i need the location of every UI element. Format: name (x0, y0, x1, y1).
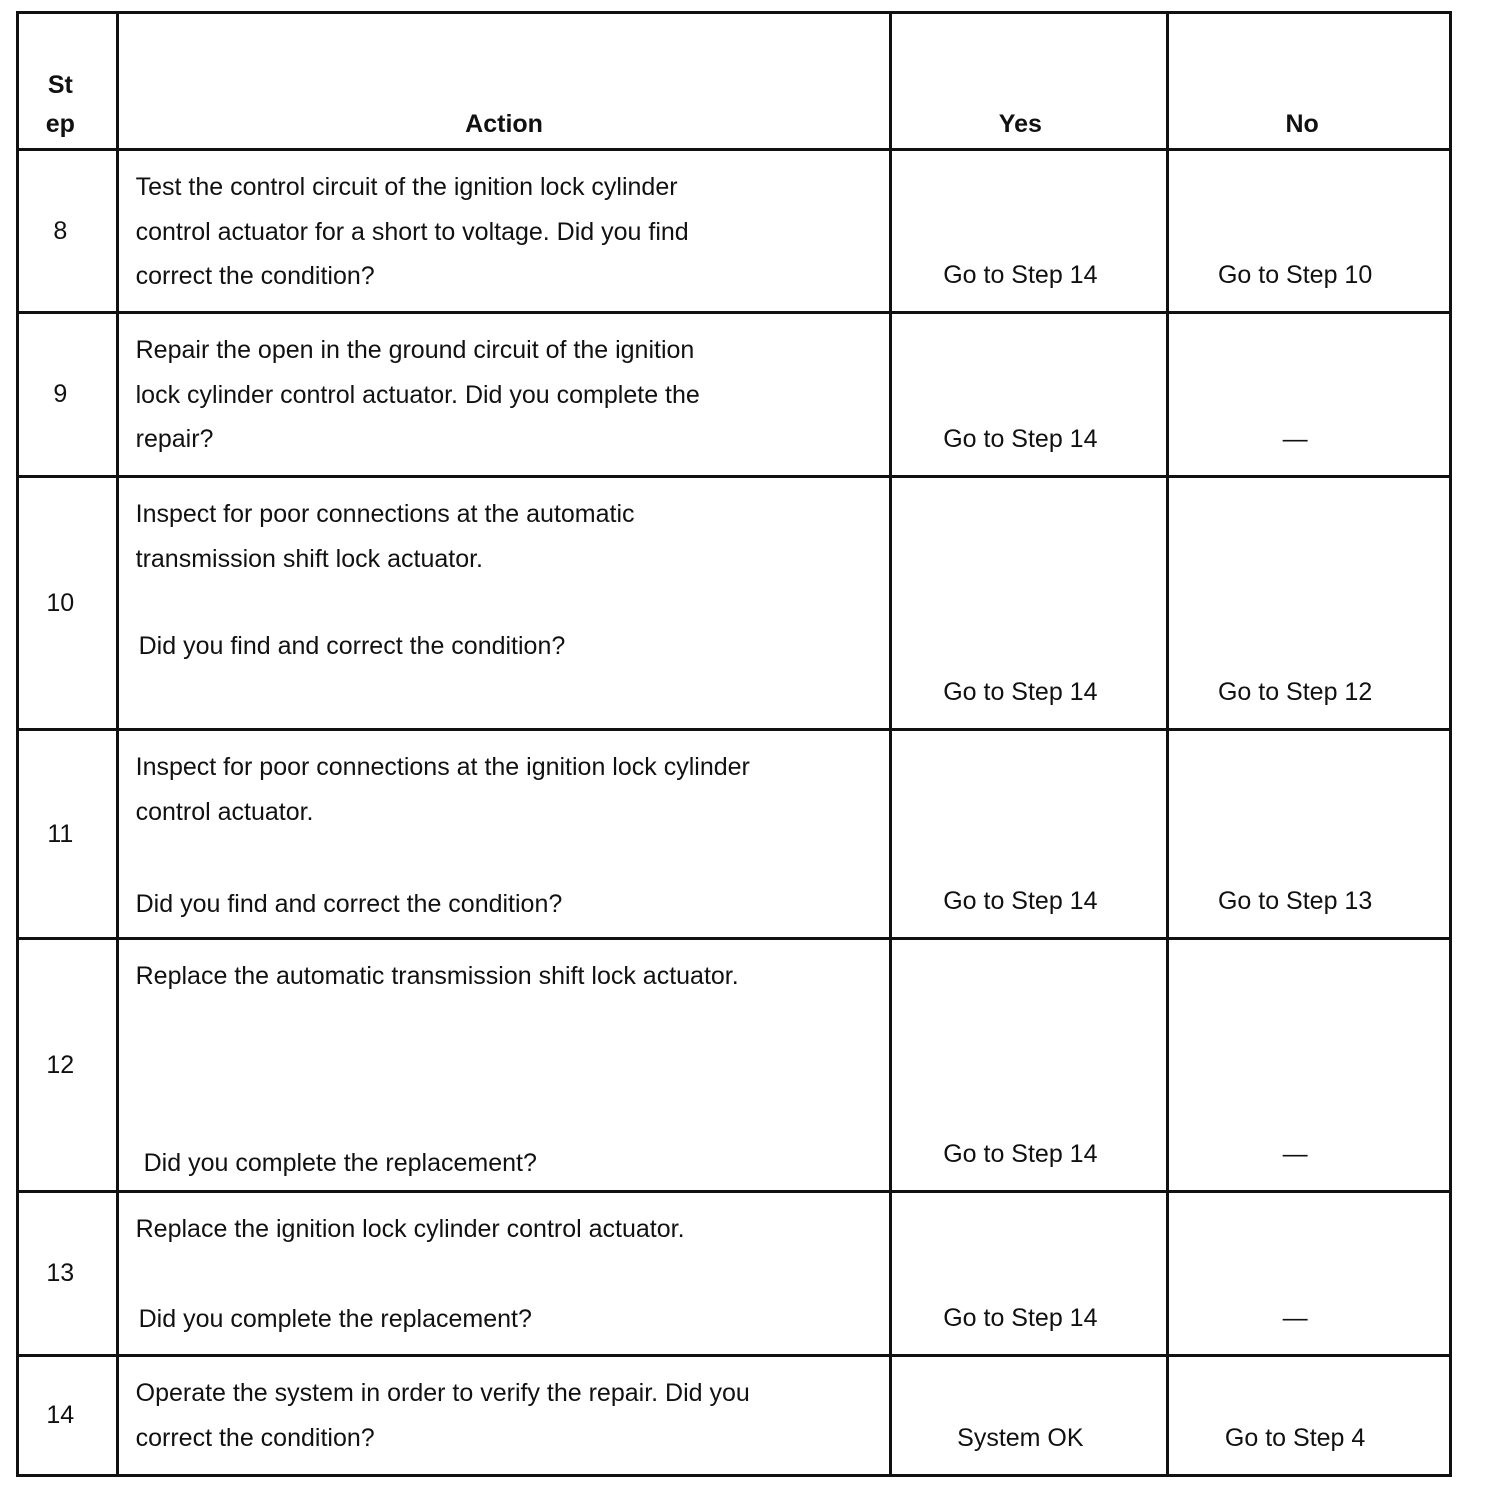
action-text: Repair the open in the ground circuit of the ignition lock cylinder control actuator. Did you complete the repair? (117, 313, 891, 477)
step-number: 14 (18, 1356, 118, 1476)
table-row (18, 939, 1451, 1192)
action-text: Replace the automatic transmission shift lock actuator. Did you complete the replacement? (117, 939, 891, 1192)
action-question: Did you complete the replacement? (143, 1148, 537, 1177)
header-action: Action (117, 13, 891, 150)
no-result: Go to Step 13 (1168, 730, 1451, 939)
diagnostic-table (16, 11, 1452, 1477)
step-number: 11 (18, 730, 118, 939)
yes-result: System OK (891, 1356, 1168, 1476)
header-row (18, 13, 1451, 150)
no-result: — (1168, 313, 1451, 477)
no-result: — (1168, 939, 1451, 1192)
yes-result: Go to Step 14 (891, 1192, 1168, 1356)
step-number: 10 (18, 477, 118, 730)
yes-result: Go to Step 14 (891, 939, 1168, 1192)
yes-result: Go to Step 14 (891, 730, 1168, 939)
table-row (18, 477, 1451, 730)
yes-result: Go to Step 14 (891, 150, 1168, 313)
table-row (18, 730, 1451, 939)
table-row (18, 313, 1451, 477)
action-text: Inspect for poor connections at the automatic transmission shift lock actuator. Did you find and correct the condition? (117, 477, 891, 730)
header-yes: Yes (891, 13, 1168, 150)
step-number: 9 (18, 313, 118, 477)
action-text: Replace the ignition lock cylinder control actuator. Did you complete the replacement? (117, 1192, 891, 1356)
no-result: Go to Step 12 (1168, 477, 1451, 730)
yes-result: Go to Step 14 (891, 313, 1168, 477)
step-number: 8 (18, 150, 118, 313)
action-text: Inspect for poor connections at the ignition lock cylinder control actuator. Did you find and correct the condition? (117, 730, 891, 939)
table-row (18, 1356, 1451, 1476)
no-result: Go to Step 10 (1168, 150, 1451, 313)
table-row (18, 150, 1451, 313)
action-question: Did you find and correct the condition? (138, 632, 566, 660)
no-result: — (1168, 1192, 1451, 1356)
no-result: Go to Step 4 (1168, 1356, 1451, 1476)
action-question: Did you find and correct the condition? (135, 890, 563, 918)
step-number: 12 (18, 939, 118, 1192)
yes-result: Go to Step 14 (891, 477, 1168, 730)
header-no: No (1168, 13, 1451, 150)
action-question: Did you complete the replacement? (138, 1304, 532, 1333)
action-text: Operate the system in order to verify the repair. Did you correct the condition? (117, 1356, 891, 1476)
action-text: Test the control circuit of the ignition lock cylinder control actuator for a short to voltage. Did you find correct the condition? (117, 150, 891, 313)
step-number: 13 (18, 1192, 118, 1356)
header-step: St ep (18, 13, 118, 150)
table-row (18, 1192, 1451, 1356)
